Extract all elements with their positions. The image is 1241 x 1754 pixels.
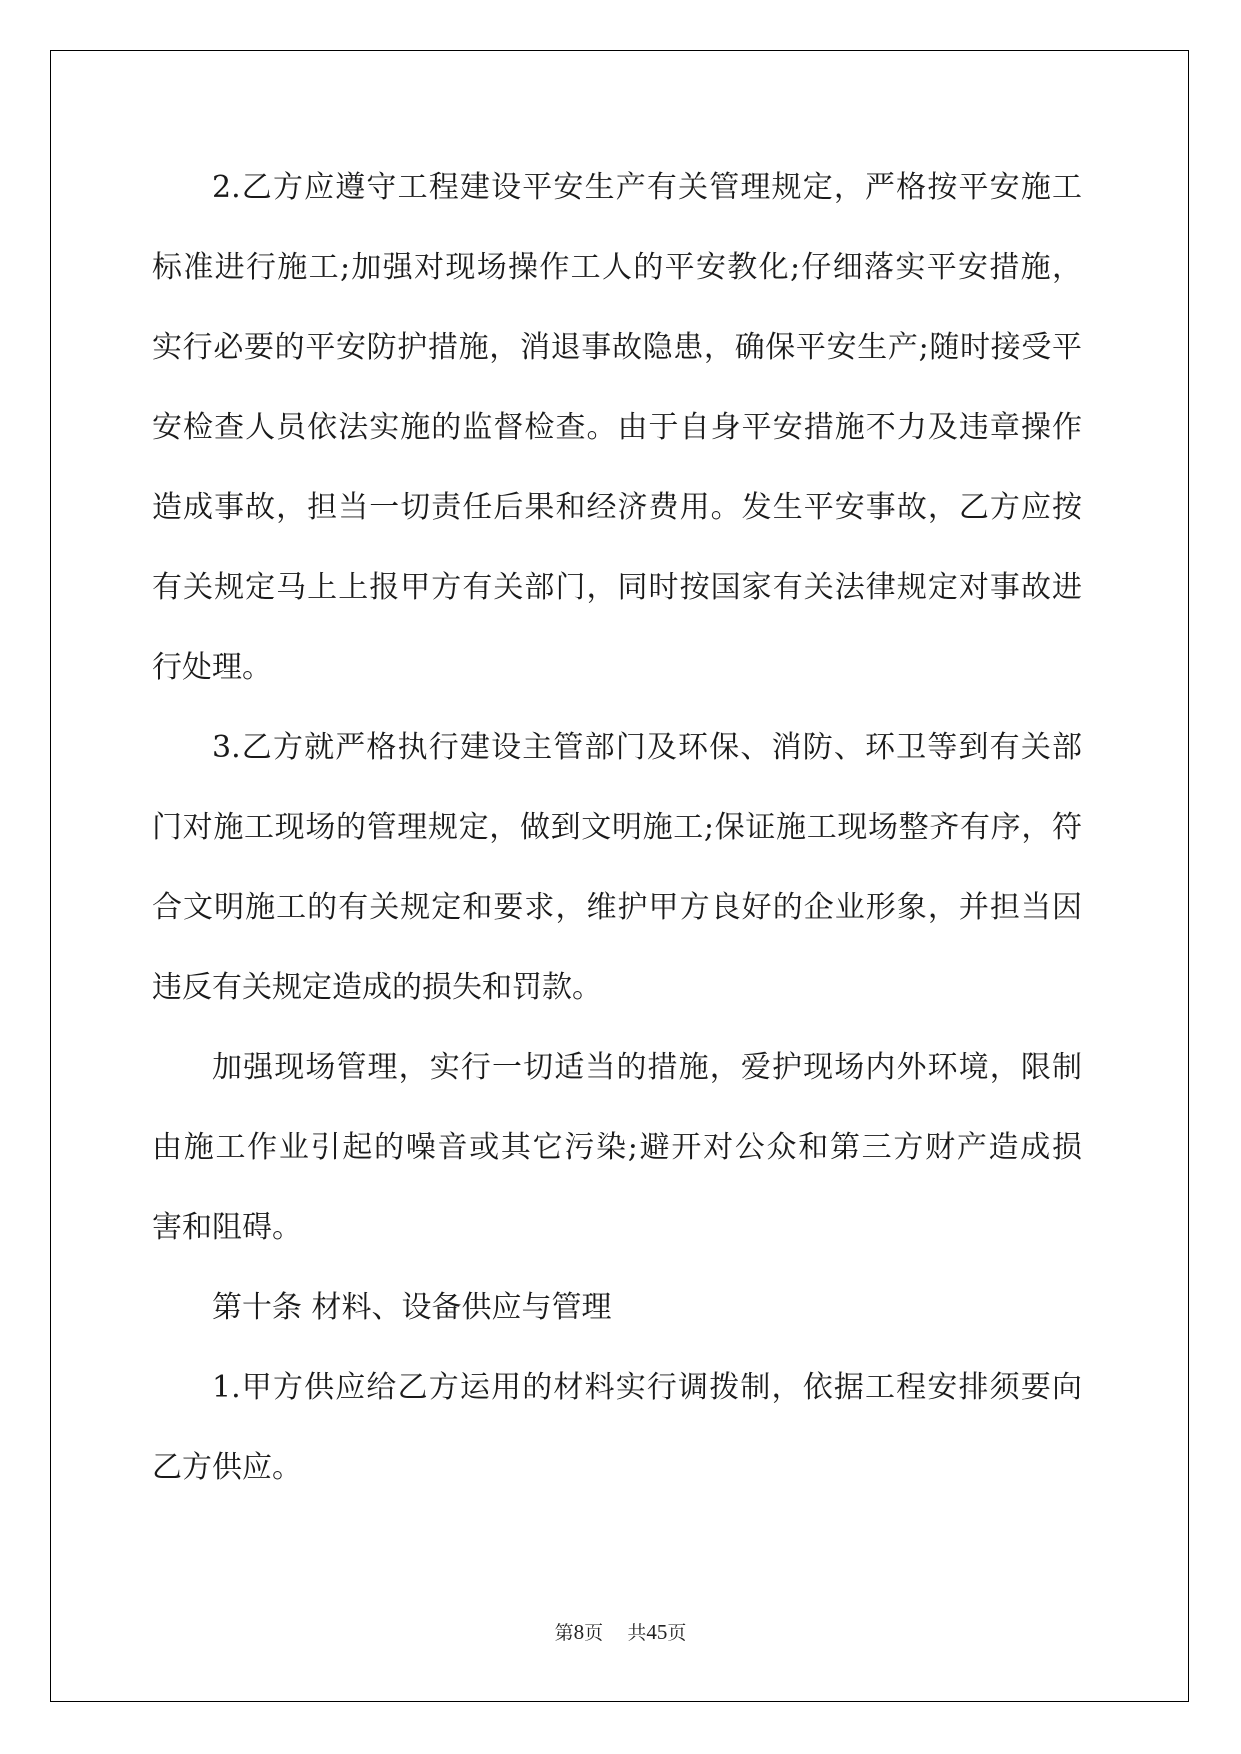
page-footer [0, 1618, 1241, 1645]
total-pages: 45 [646, 1620, 668, 1644]
total-suffix: 页 [667, 1622, 687, 1644]
paragraph-line: 2.乙方应遵守工程建设平安生产有关管理规定，严格按平安施工 [212, 170, 1082, 205]
total-prefix: 共 [627, 1622, 647, 1644]
paragraph-site-management [152, 1048, 1082, 1288]
paragraph-line: 标准进行施工;加强对现场操作工人的平安教化;仔细落实平安措施， [152, 250, 1082, 285]
document-body [152, 168, 1082, 1488]
section-heading: 第十条 材料、设备供应与管理 [212, 1290, 612, 1325]
paragraph-line: 加强现场管理，实行一切适当的措施，爱护现场内外环境，限制 [212, 1050, 1082, 1085]
paragraph-line: 造成事故，担当一切责任后果和经济费用。发生平安事故，乙方应按 [152, 490, 1082, 525]
paragraph-line: 安检查人员依法实施的监督检查。由于自身平安措施不力及违章操作 [152, 410, 1082, 445]
page-prefix: 第 [554, 1622, 574, 1644]
paragraph-line: 行处理。 [152, 650, 272, 685]
page-number: 8 [573, 1620, 585, 1644]
paragraph-line: 有关规定马上上报甲方有关部门，同时按国家有关法律规定对事故进 [152, 570, 1082, 605]
paragraph-line: 3.乙方就严格执行建设主管部门及环保、消防、环卫等到有关部 [212, 730, 1082, 765]
page-suffix: 页 [584, 1622, 604, 1644]
paragraph-line: 乙方供应。 [152, 1450, 302, 1485]
paragraph-line: 害和阻碍。 [152, 1210, 302, 1245]
paragraph-line: 实行必要的平安防护措施，消退事故隐患，确保平安生产;随时接受平 [152, 330, 1082, 365]
paragraph-civilized-construction [152, 728, 1082, 1048]
section-heading-article-10 [152, 1288, 1082, 1368]
paragraph-line: 1.甲方供应给乙方运用的材料实行调拨制，依据工程安排须要向 [212, 1370, 1082, 1405]
paragraph-line: 由施工作业引起的噪音或其它污染;避开对公众和第三方财产造成损 [152, 1130, 1082, 1165]
paragraph-safety-production [152, 168, 1082, 728]
paragraph-line: 合文明施工的有关规定和要求，维护甲方良好的企业形象，并担当因 [152, 890, 1082, 925]
paragraph-line: 门对施工现场的管理规定，做到文明施工;保证施工现场整齐有序，符 [152, 810, 1082, 845]
paragraph-line: 违反有关规定造成的损失和罚款。 [152, 970, 602, 1005]
paragraph-material-supply [152, 1368, 1082, 1488]
